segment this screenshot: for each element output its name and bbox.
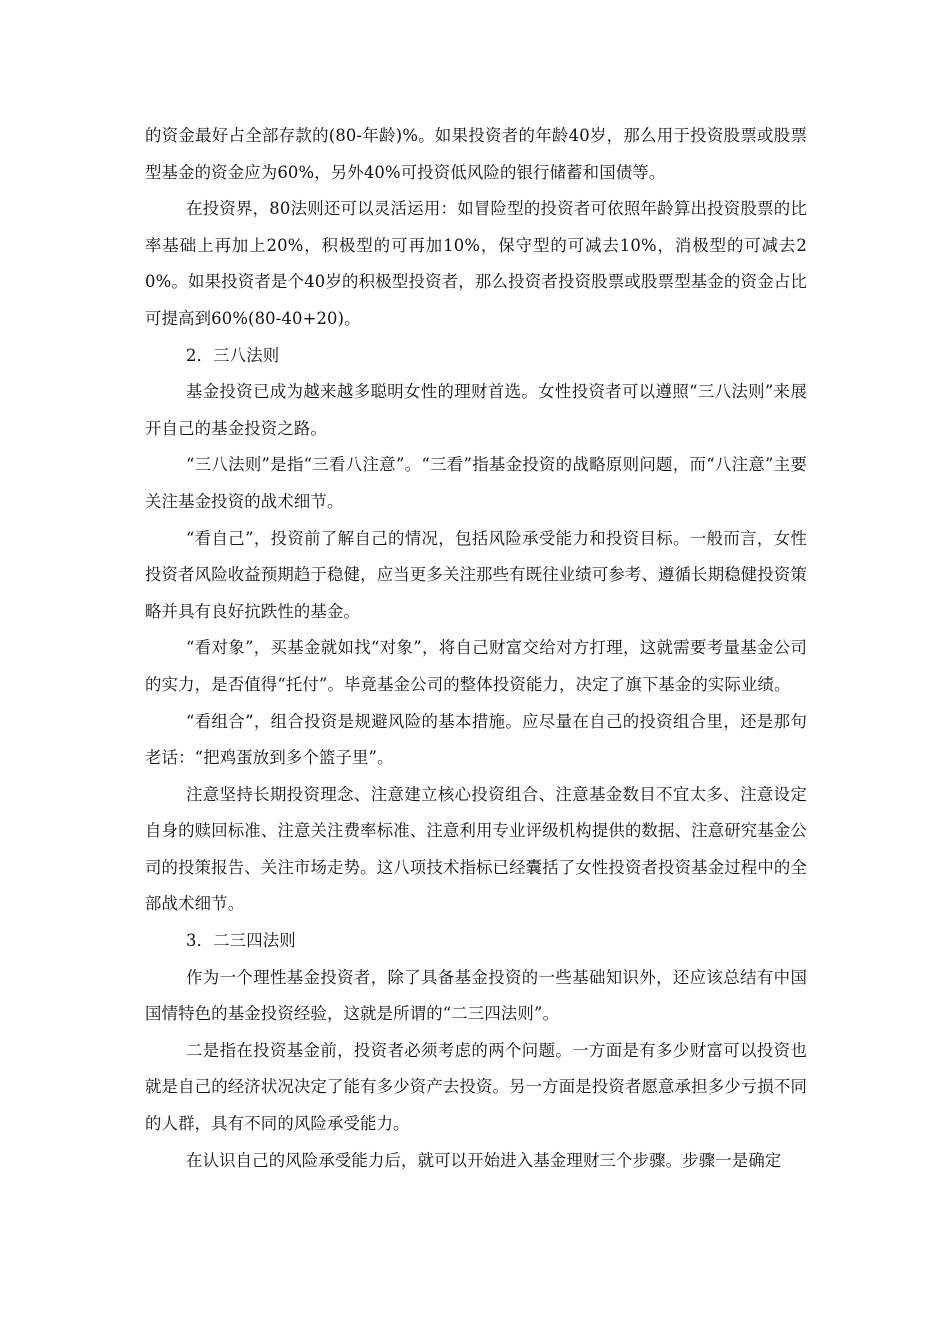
paragraph-1: 的资金最好占全部存款的(80-年龄)%。如果投资者的年龄40岁，那么用于投资股票或股票型基金的资金应为60%，另外40%可投资低风险的银行储蓄和国债等。 xyxy=(145,126,807,182)
paragraph-11: 在认识自己的风险承受能力后，就可以开始进入基金理财三个步骤。步骤一是确定 xyxy=(186,1150,782,1170)
paragraph-5: “看自己”，投资前了解自己的情况，包括风险承受能力和投资目标。一般而言，女性投资者风险收益预期趋于稳健，应当更多关注那些有既往业绩可参考、遵循长期稳健投资策略并具有良好抗跌性的基金。 xyxy=(145,528,807,621)
paragraph-8: 注意坚持长期投资理念、注意建立核心投资组合、注意基金数目不宜太多、注意设定自身的赎回标准、注意关注费率标准、注意利用专业评级机构提供的数据、注意研究基金公司的投策报告、关注市场走势。这八项技术指标已经囊括了女性投资者投资基金过程中的全部战术细节。 xyxy=(145,784,807,914)
paragraph-9: 作为一个理性基金投资者，除了具备基金投资的一些基础知识外，还应该总结有中国国情特色的基金投资经验，这就是所谓的“二三四法则”。 xyxy=(145,967,807,1024)
paragraph-7: “看组合”，组合投资是规避风险的基本措施。应尽量在自己的投资组合里，还是那句老话：“把鸡蛋放到多个篮子里”。 xyxy=(145,711,807,768)
section-heading-ersansi: 3．二三四法则 xyxy=(186,931,296,951)
paragraph-6: “看对象”，买基金就如找“对象”，将自己财富交给对方打理，这就需要考量基金公司的实力，是否值得“托付”。毕竟基金公司的整体投资能力，决定了旗下基金的实际业绩。 xyxy=(145,638,807,694)
paragraph-10: 二是指在投资基金前，投资者必须考虑的两个问题。一方面是有多少财富可以投资也就是自己的经济状况决定了能有多少资产去投资。另一方面是投资者愿意承担多少亏损不同的人群，具有不同的风险承受能力。 xyxy=(145,1040,807,1134)
paragraph-3: 基金投资已成为越来越多聪明女性的理财首选。女性投资者可以遵照“三八法则”来展开自己的基金投资之路。 xyxy=(145,382,807,438)
paragraph-2: 在投资界，80法则还可以灵活运用：如冒险型的投资者可依照年龄算出投资股票的比率基础上再加上20%，积极型的可再加10%，保守型的可减去10%，消极型的可减去20%。如果投资者是个40岁的积极型投资者，那么投资者投资股票或股票型基金的资金占比可提高到60%(80-40+20)。 xyxy=(145,199,807,328)
document-body xyxy=(145,118,807,1179)
section-heading-sanba: 2．三八法则 xyxy=(186,345,280,365)
paragraph-4: “三八法则”是指“三看八注意”。“三看”指基金投资的战略原则问题，而“八注意”主要关注基金投资的战术细节。 xyxy=(145,455,807,511)
